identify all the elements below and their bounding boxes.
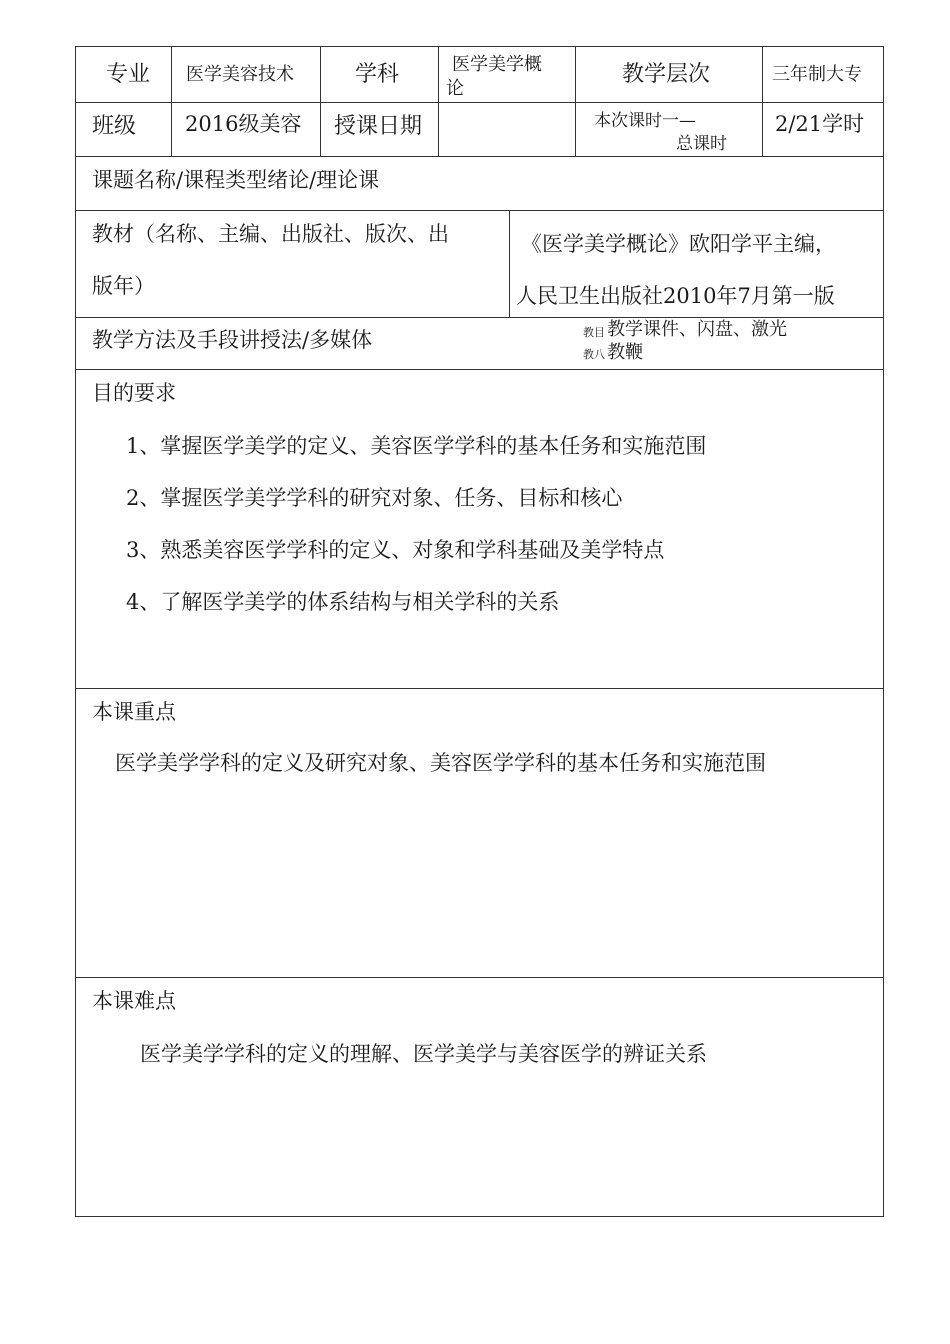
method-value-1: 教学课件、闪盘、激光 xyxy=(607,319,787,340)
textbook-label-line2: 版年） xyxy=(92,274,155,298)
level-value: 三年制大专 xyxy=(772,64,862,85)
objective-item: 3、熟悉美容医学学科的定义、对象和学科基础及美学特点 xyxy=(126,538,665,562)
method-label: 教学方法及手段讲授法/多媒体 xyxy=(92,328,373,352)
major-label: 专业 xyxy=(106,62,151,87)
textbook-value-line1: 《医学美学概论》欧阳学平主编， xyxy=(521,232,836,256)
subject-value-line2: 论 xyxy=(446,78,464,99)
column-divider xyxy=(320,46,321,156)
subject-value-line1: 医学美学概 xyxy=(452,54,542,75)
row-divider xyxy=(75,977,884,978)
method-value-2: 教鞭 xyxy=(607,342,643,363)
difficult-points-text: 医学美学学科的定义的理解、医学美学与美容医学的辨证关系 xyxy=(140,1042,707,1066)
row-divider xyxy=(75,688,884,689)
topic-text: 课题名称/课程类型绪论/理论课 xyxy=(92,168,380,192)
column-divider xyxy=(509,210,510,317)
row-divider xyxy=(75,210,884,211)
row-divider xyxy=(75,156,884,157)
column-divider xyxy=(171,46,172,156)
objectives-title: 目的要求 xyxy=(92,381,176,405)
objective-item: 2、掌握医学美学学科的研究对象、任务、目标和核心 xyxy=(126,486,623,510)
class-label: 班级 xyxy=(92,114,137,139)
date-label: 授课日期 xyxy=(334,114,423,139)
level-label: 教学层次 xyxy=(622,62,711,87)
major-value: 医学美容技术 xyxy=(186,64,294,85)
row-divider xyxy=(75,369,884,370)
hours-label-line2: 总课时 xyxy=(676,134,727,154)
hours-value: 2/21学时 xyxy=(775,112,865,136)
class-value: 2016级美容 xyxy=(185,112,302,136)
textbook-label-line1: 教材（名称、主编、出版社、版次、出 xyxy=(92,222,449,246)
column-divider xyxy=(575,46,576,156)
method-small-1: 教目 xyxy=(583,326,605,339)
textbook-value-line2: 人民卫生出版社2010年7月第一版 xyxy=(516,284,835,308)
method-small-2: 教八 xyxy=(583,348,605,361)
difficult-points-title: 本课难点 xyxy=(92,989,176,1013)
column-divider xyxy=(438,46,439,156)
key-points-text: 医学美学学科的定义及研究对象、美容医学学科的基本任务和实施范围 xyxy=(115,751,766,775)
row-divider xyxy=(75,317,884,318)
key-points-title: 本课重点 xyxy=(92,700,176,724)
objective-item: 1、掌握医学美学的定义、美容医学学科的基本任务和实施范围 xyxy=(126,434,707,458)
subject-label: 学科 xyxy=(355,62,400,87)
column-divider xyxy=(762,46,763,156)
objective-item: 4、了解医学美学的体系结构与相关学科的关系 xyxy=(126,590,560,614)
hours-label-line1: 本次课时一— xyxy=(594,111,696,131)
